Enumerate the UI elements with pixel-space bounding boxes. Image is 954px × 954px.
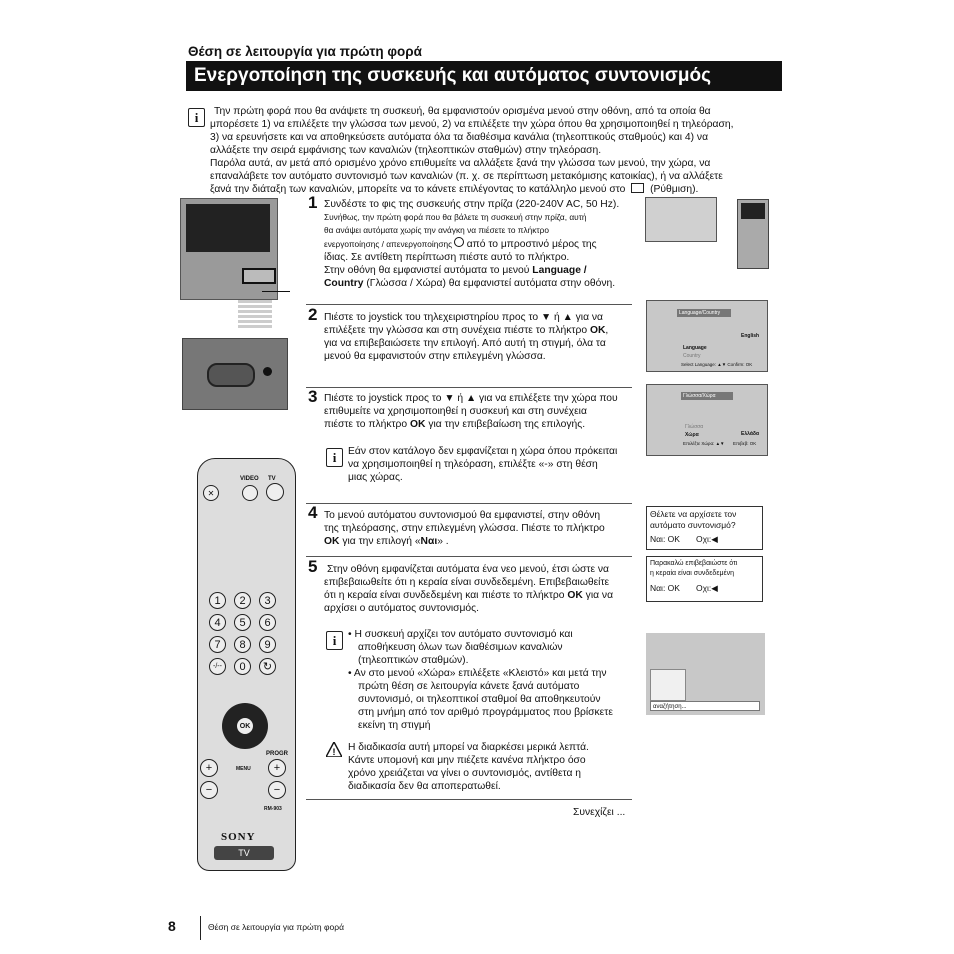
small-menu-screen: [645, 197, 717, 242]
bullet-line: αποθήκευση όλων των διαθέσιμων καναλιών: [358, 642, 563, 653]
bullet-line: πρώτη θέση σε λειτουργία κάνετε ξανά αυτόματο: [358, 681, 580, 692]
country-row-country: Χώρα: [685, 432, 699, 438]
step-5-line: [324, 589, 644, 602]
country-menu-screen: [646, 384, 768, 456]
step-5-line-a: ότι η κεραία είναι συνδεδεμένη και πιέστε το πλήκτρο: [324, 590, 565, 601]
key-6[interactable]: 6: [259, 614, 276, 631]
section-title: Θέση σε λειτουργία για πρώτη φορά: [188, 44, 422, 59]
step-3-line-c: για την επιβεβαίωση της επιλογής.: [428, 419, 586, 430]
intro-line: Παρόλα αυτά, αν μετά από ορισμένο χρόνο επιθυμείτε να αλλάξετε ξανά την γλώσσα των μενού, την χώρα, να: [210, 158, 711, 169]
lang-row-country: Country: [683, 353, 701, 359]
step-2-line-b: OK: [589, 325, 606, 336]
step-1-line-a: ενεργοποίησης / απενεργοποίησης: [324, 239, 453, 249]
country-row-language: Γλώσσα: [685, 424, 704, 430]
intro-line: [210, 183, 770, 196]
ok-button[interactable]: OK: [236, 717, 254, 735]
step-4-text: [324, 509, 644, 548]
autotune-dialog: [646, 506, 763, 550]
lang-footer: Select Language: ▲▼ Confirm: OK: [681, 362, 753, 367]
step-5-line: αρχίσει ο αυτόματος συντονισμός.: [324, 603, 479, 614]
power-switch-closeup: [182, 338, 288, 410]
country-option-selected: Ελλάδα: [741, 431, 760, 437]
step-1-line-a: Country: [324, 278, 364, 289]
step-3-line-a: πιέστε το πλήκτρο: [324, 419, 408, 430]
warning-line: διαδικασία δεν θα αποπερατωθεί.: [348, 781, 501, 792]
key-8[interactable]: 8: [234, 636, 251, 653]
arrow-pointer: [262, 291, 290, 292]
step-5-bullets: [348, 628, 638, 732]
tv-label: TV: [268, 476, 276, 482]
menu-label: MENU: [236, 766, 251, 772]
tv-screen: [186, 204, 270, 252]
step-4-line-b: για την επιλογή «: [342, 536, 421, 547]
sony-logo: SONY: [221, 831, 256, 843]
step-1-line-b: Language /: [532, 265, 587, 276]
step-5-line: επιβεβαιωθείτε ότι η κεραία είναι συνδεδεμένη. Επιβεβαιωθείτε: [324, 577, 610, 588]
lang-option-selected: English: [741, 333, 760, 339]
step-3-text: [324, 392, 644, 431]
country-tab: Γλώσσα/Χώρα: [681, 392, 733, 400]
key-0[interactable]: 0: [234, 658, 251, 675]
step-5-line: Στην οθόνη εμφανίζεται αυτόματα ένα νεο μενού, έτσι ώστε να: [327, 564, 609, 575]
divider: [306, 503, 632, 504]
warning-line: Κάντε υπομονή και μην πιέζετε κανένα πλήκτρο όσο: [348, 755, 586, 766]
tv-power-button[interactable]: [266, 483, 284, 501]
step-1-line: Συνήθως, την πρώτη φορά που θα βάλετε τη συσκευή στην πρίζα, αυτή: [324, 212, 587, 222]
warning-line: Η διαδικασία αυτή μπορεί να διαρκέσει μερικά λεπτά.: [348, 742, 589, 753]
step-3-line-b: OK: [410, 419, 426, 430]
intro-line: 3) να ερευνήσετε και να αποθηκεύσετε αυτόματα όλα τα διαθέσιμα κανάλια (τηλεοπτικούς σταθμούς) και 4) να: [210, 132, 709, 143]
step-1-line-a: Στην οθόνη θα εμφανιστεί αυτόματα το μενού: [324, 265, 530, 276]
warning-text: [348, 741, 638, 793]
step-2-text: [324, 311, 644, 363]
progr-label: PROGR: [266, 751, 289, 757]
autotune-question-line: αυτόματο συντονισμό?: [650, 519, 736, 530]
autotune-progress-screen: [646, 633, 765, 715]
power-switch: [207, 363, 255, 387]
intro-line: επαναλάβετε τον αυτόματο συντονισμό των καναλιών (π. χ. σε περίπτωση μετακόμισης κατοικίας), ή να αλλάξετε: [210, 171, 723, 182]
step-3-line: επιθυμείτε να χρησιμοποιηθεί η συσκευή και στη συνέχεια: [324, 406, 587, 417]
small-tv: [737, 199, 769, 269]
step-1-line: Συνδέστε το φις της συσκευής στην πρίζα (220-240V AC, 50 Hz).: [324, 199, 620, 210]
setup-icon: [631, 183, 644, 193]
autotune-options: [650, 534, 759, 545]
step-2-line: για να επιβεβαιώσετε την επιλογή. Από αυτή τη στιγμή, όλα τα: [324, 338, 606, 349]
bullet-line: εκείνη τη στιγμή: [358, 720, 431, 731]
antenna-dialog: [646, 556, 763, 602]
step-3-line: [324, 418, 644, 431]
page-title-text: Ενεργοποίηση της συσκευής και αυτόματος συντονισμός: [194, 65, 711, 86]
program-minus-button[interactable]: −: [268, 781, 286, 799]
country-footer-a: Επιλέξτε Χώρα: ▲▼: [683, 441, 725, 446]
key-1[interactable]: 1: [209, 592, 226, 609]
footer-divider: [200, 916, 201, 940]
antenna-line: η κεραία είναι συνδεδεμένη: [650, 570, 734, 577]
step-5-text: [324, 563, 644, 615]
key-5[interactable]: 5: [234, 614, 251, 631]
language-menu-screen: [646, 300, 768, 372]
step-1-line: [324, 264, 644, 277]
lang-row-language: Language: [683, 345, 707, 351]
power-icon: [454, 237, 464, 247]
key-9[interactable]: 9: [259, 636, 276, 653]
intro-line: μπορέσετε 1) να επιλέξετε την γλώσσα των μενού, 2) να επιλέξετε την χώρα όπου θα χρησιμοποιηθεί η τηλεόραση,: [210, 119, 734, 130]
info-icon: i: [326, 448, 343, 467]
page-title: [186, 61, 782, 91]
divider: [306, 799, 632, 800]
program-plus-button[interactable]: +: [268, 759, 286, 777]
country-footer-b: Επιβεβ: OK: [733, 441, 757, 446]
note-line: μιας χώρας.: [348, 472, 403, 483]
bullet-line: • Η συσκευή αρχίζει τον αυτόματο συντονισμό και: [348, 629, 573, 640]
intro-line: αλλάξετε την σειρά εμφάνισης των καναλιών (τηλεοπτικών σταθμών) στην τηλεόραση.: [210, 145, 602, 156]
page-number: 8: [168, 918, 176, 934]
volume-minus-button[interactable]: −: [200, 781, 218, 799]
step-2-line: μενού θα εμφανιστούν στην επιλεγμένη γλώσσα.: [324, 351, 546, 362]
bullet-line: (τηλεοπτικών σταθμών).: [358, 655, 469, 666]
search-bar: αναζήτηση...: [650, 701, 760, 711]
step-1-text: [324, 198, 644, 290]
antenna-yes[interactable]: Ναι: OK: [650, 583, 680, 593]
step-3-line: Πιέστε το joystick προς το ▼ ή ▲ για να επιλέξετε την χώρα που: [324, 393, 618, 404]
step-4-line-d: » .: [437, 536, 449, 547]
info-icon: i: [188, 108, 205, 127]
divider: [306, 387, 632, 388]
tv-illustration: [180, 198, 280, 300]
autotune-no[interactable]: Οχι:◀: [695, 534, 718, 544]
step-1-line: ίδιας. Σε αντίθετη περίπτωση πιέστε αυτό το πλήκτρο.: [324, 252, 570, 263]
step-1-line: [324, 237, 644, 251]
tv-panel: [242, 268, 276, 284]
step-1-line-b: (Γλώσσα / Χώρα) θα εμφανιστεί αυτόματα στην οθόνη.: [366, 278, 616, 289]
step-2-line: Πιέστε το joystick του τηλεχειριστηρίου προς το ▼ ή ▲ για να: [324, 312, 603, 323]
step-4-line-a: OK: [324, 536, 340, 547]
step-4-line: [324, 535, 644, 548]
step-2-number: 2: [308, 305, 318, 324]
step-1-line: θα ανάψει αυτόματα χωρίς την ανάγκη να πιέσετε το πλήκτρο: [324, 225, 550, 235]
channel-list: [650, 669, 686, 701]
key-2[interactable]: 2: [234, 592, 251, 609]
key-recall[interactable]: ↻: [259, 658, 276, 675]
key-digit-toggle[interactable]: -/--: [209, 658, 226, 675]
divider: [306, 556, 632, 557]
model-label: RM-903: [264, 806, 282, 812]
footer-text: Θέση σε λειτουργία για πρώτη φορά: [208, 922, 344, 932]
bullet-line: συντονισμό, οι τηλεοπτικοί σταθμοί θα αποθηκευτούν: [358, 694, 601, 705]
step-4-line: Το μενού αυτόματου συντονισμού θα εμφανιστεί, στην οθόνη: [324, 510, 601, 521]
continue-label: Συνεχίζει ...: [573, 807, 626, 818]
setup-illustration: [645, 197, 765, 269]
antenna-no[interactable]: Οχι:◀: [695, 583, 718, 593]
video-power-button[interactable]: [242, 485, 258, 501]
step-4-line: της τηλεόρασης, στην επιλεγμένη γλώσσα. Πιέστε το πλήκτρο: [324, 523, 605, 534]
step-4-number: 4: [308, 503, 318, 522]
info-icon: i: [326, 631, 343, 650]
autotune-yes[interactable]: Ναι: OK: [650, 534, 680, 544]
step-4-line-c: Ναι: [420, 536, 438, 547]
intro-line-a: ξανά την διάταξη των καναλιών, μπορείτε να το κάνετε επιλέγοντας το κατάλληλο μενού στο: [210, 184, 626, 195]
intro-text: [210, 105, 770, 196]
indicator-dot: [263, 367, 272, 376]
step-3-note: [348, 445, 638, 484]
step-5-number: 5: [308, 557, 318, 576]
step-1-line-b: από το μπροστινό μέρος της: [466, 239, 597, 250]
step-5-line-b: OK: [567, 590, 583, 601]
note-line: να χρησιμοποιηθεί η τηλεόραση, επιλέξτε «-» στη θέση: [348, 459, 598, 470]
warning-icon: [326, 742, 342, 762]
intro-line-b: (Ρύθμιση).: [650, 184, 699, 195]
key-7[interactable]: 7: [209, 636, 226, 653]
bullet-line: • Αν στο μενού «Χώρα» επιλέξετε «Κλειστό» και μετά την: [348, 668, 607, 679]
warning-line: χρόνο χρειάζεται να γίνει ο συντονισμός, αντίθετα η: [348, 768, 581, 779]
key-3[interactable]: 3: [259, 592, 276, 609]
svg-text:!: !: [332, 747, 336, 757]
divider: [306, 304, 632, 305]
step-2-line: επιλέξετε την γλώσσα και στη συνέχεια πιέστε το πλήκτρο OK,: [324, 325, 609, 336]
tv-brand-plate: TV: [214, 846, 274, 860]
small-tv-screen: [741, 203, 765, 219]
step-1-number: 1: [308, 193, 318, 212]
video-label: VIDEO: [240, 476, 259, 482]
key-4[interactable]: 4: [209, 614, 226, 631]
mute-button[interactable]: ✕: [203, 485, 219, 501]
autotune-question-line: Θέλετε να αρχίσετε τον: [650, 509, 737, 519]
intro-line: Την πρώτη φορά που θα ανάψετε τη συσκευή, θα εμφανιστούν ορισμένα μενού στην οθόνη, από τα οποία θα: [214, 106, 711, 117]
lang-tab: Language/Country: [677, 309, 731, 317]
step-1-line: [324, 277, 644, 290]
antenna-line: Παρακαλώ επιβεβαιώστε ότι: [650, 560, 738, 567]
step-3-number: 3: [308, 387, 318, 406]
step-5-line-c: για να: [585, 590, 614, 601]
volume-plus-button[interactable]: +: [200, 759, 218, 777]
light-beam: [238, 300, 272, 330]
remote-control: [197, 458, 296, 871]
bullet-line: στη μνήμη από τον αριθμό προγράμματος που βρίσκετε: [358, 707, 613, 718]
step-2-line-a: επιλέξετε την γλώσσα και στη συνέχεια πιέστε το πλήκτρο: [324, 325, 588, 336]
note-line: Εάν στον κατάλογο δεν εμφανίζεται η χώρα όπου πρόκειται: [348, 446, 618, 457]
antenna-options: [650, 583, 759, 593]
